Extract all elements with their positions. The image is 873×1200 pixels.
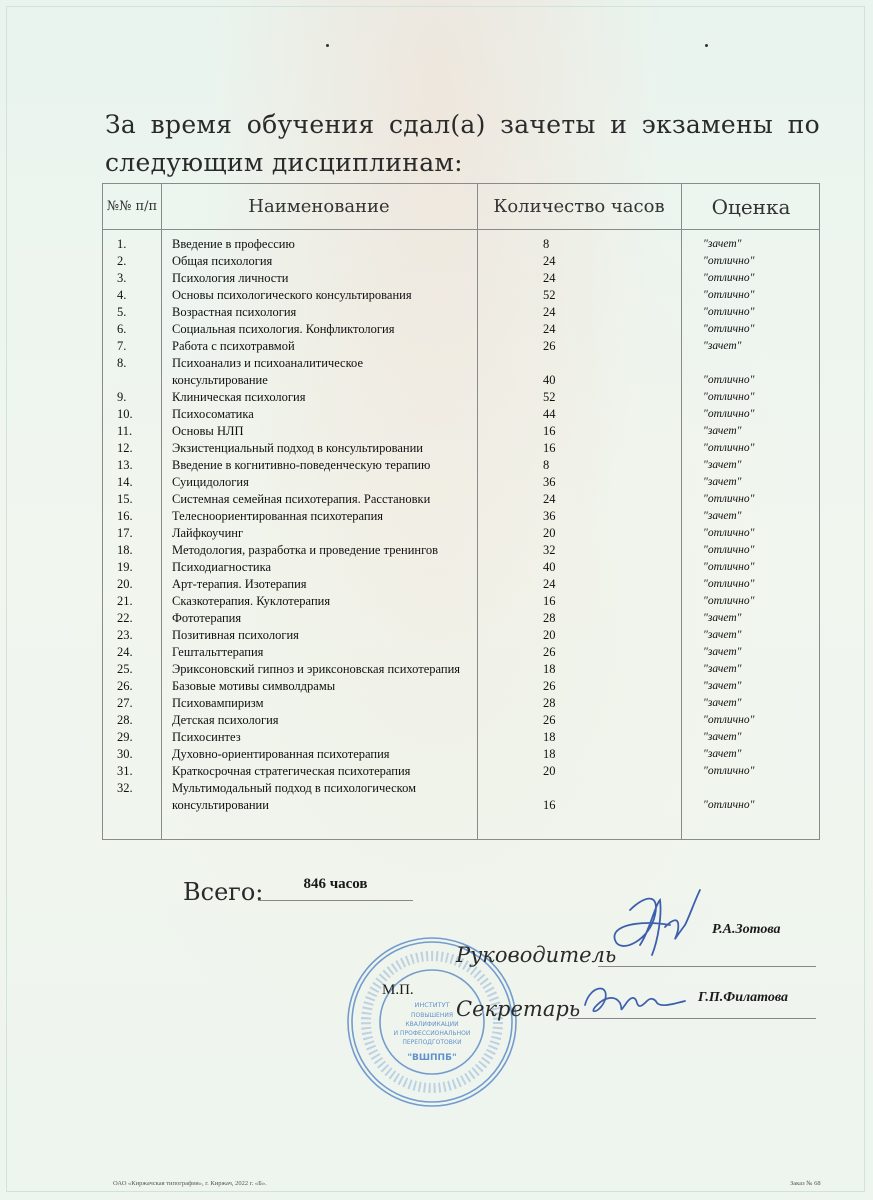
- row-number: 14.: [117, 475, 133, 489]
- row-grade: "отлично": [703, 289, 755, 301]
- row-discipline-name-line: консультировании: [172, 798, 269, 812]
- row-hours: 40: [543, 560, 556, 574]
- row-discipline-name: Введение в профессию: [172, 237, 295, 251]
- row-number: 26.: [117, 679, 133, 693]
- row-grade: "отлично": [703, 408, 755, 420]
- row-hours: 18: [543, 662, 556, 676]
- head-role-label: Руководитель: [456, 943, 617, 967]
- disciplines-table: [102, 183, 820, 840]
- row-grade: "отлично": [703, 493, 755, 505]
- row-hours: 28: [543, 696, 556, 710]
- row-hours: 24: [543, 492, 556, 506]
- row-discipline-name: Психодиагностика: [172, 560, 272, 574]
- table-row: [103, 763, 821, 780]
- table-row: [103, 253, 821, 270]
- row-discipline-name: Лайфкоучинг: [172, 526, 244, 540]
- row-discipline-name: Сказкотерапия. Куклотерапия: [172, 594, 331, 608]
- row-grade: "зачет": [703, 612, 742, 624]
- table-row: [103, 355, 821, 389]
- row-number: 5.: [117, 305, 127, 319]
- row-grade: "зачет": [703, 510, 742, 522]
- order-number: Заказ № 68: [790, 1180, 821, 1187]
- row-number: 8.: [117, 356, 127, 370]
- row-discipline-name: Телесноориентированная психотерапия: [172, 509, 384, 523]
- row-grade: "зачет": [703, 731, 742, 743]
- secretary-signature: [575, 975, 695, 1025]
- row-number: 15.: [117, 492, 133, 506]
- row-number: 29.: [117, 730, 133, 744]
- row-number: 16.: [117, 509, 133, 523]
- row-discipline-name: Эриксоновский гипноз и эриксоновская психотерапия: [172, 662, 461, 676]
- head-signature: [600, 885, 710, 965]
- row-discipline-name: [172, 780, 477, 814]
- total-underline: [258, 900, 413, 901]
- row-hours: 24: [543, 305, 556, 319]
- row-hours: 16: [543, 441, 556, 455]
- table-row: [103, 236, 821, 253]
- row-hours: 24: [543, 322, 556, 336]
- total-value: 846 часов: [303, 876, 368, 892]
- page-heading: За время обучения сдал(а) зачеты и экзамены по следующим дисциплинам:: [105, 110, 820, 177]
- row-discipline-name-line: Психоанализ и психоаналитическое: [172, 356, 363, 370]
- table-row: [103, 576, 821, 593]
- row-number: 23.: [117, 628, 133, 642]
- secretary-name: Г.П.Филатова: [698, 990, 789, 1005]
- row-hours: 18: [543, 747, 556, 761]
- row-discipline-name: Системная семейная психотерапия. Расстановки: [172, 492, 431, 506]
- row-number: 31.: [117, 764, 133, 778]
- row-number: 10.: [117, 407, 133, 421]
- row-discipline-name-line: консультирование: [172, 373, 268, 387]
- row-number: 4.: [117, 288, 127, 302]
- table-row: [103, 457, 821, 474]
- row-number: 2.: [117, 254, 127, 268]
- row-discipline-name: Детская психология: [172, 713, 279, 727]
- row-number: 17.: [117, 526, 133, 540]
- row-discipline-name: Введение в когнитивно-поведенческую терапию: [172, 458, 431, 472]
- printer-footer: ОАО «Киржачская типография», г. Киржач, 2022 г. «Б».: [113, 1180, 267, 1187]
- row-grade: "отлично": [703, 442, 755, 454]
- row-grade: "отлично": [703, 578, 755, 590]
- head-signature-line: [598, 966, 816, 967]
- header-divider: [103, 229, 819, 230]
- table-row: [103, 508, 821, 525]
- row-discipline-name: Экзистенциальный подход в консультировании: [172, 441, 423, 455]
- table-row: [103, 287, 821, 304]
- row-hours: 32: [543, 543, 556, 557]
- row-discipline-name: Методология, разработка и проведение тренингов: [172, 543, 439, 557]
- row-grade: "зачет": [703, 646, 742, 658]
- row-hours: 52: [543, 288, 556, 302]
- row-discipline-name: Основы психологического консультирования: [172, 288, 412, 302]
- row-discipline-name: Возрастная психология: [172, 305, 297, 319]
- row-number: 18.: [117, 543, 133, 557]
- table-row: [103, 559, 821, 576]
- row-discipline-name: Работа с психотравмой: [172, 339, 295, 353]
- row-grade: "отлично": [703, 323, 755, 335]
- svg-text:КВАЛИФИКАЦИИ: КВАЛИФИКАЦИИ: [405, 1021, 459, 1028]
- row-grade: "зачет": [703, 425, 742, 437]
- row-number: 24.: [117, 645, 133, 659]
- row-grade: "зачет": [703, 680, 742, 692]
- row-hours: 8: [543, 237, 550, 251]
- table-body: [103, 236, 821, 814]
- row-number: 13.: [117, 458, 133, 472]
- row-hours: 26: [543, 713, 556, 727]
- table-row: [103, 729, 821, 746]
- row-discipline-name: Гештальттерапия: [172, 645, 264, 659]
- table-row: [103, 270, 821, 287]
- row-discipline-name: Социальная психология. Конфликтология: [172, 322, 395, 336]
- table-row: [103, 712, 821, 729]
- secretary-role-label: Секретарь: [456, 997, 581, 1021]
- row-grade: "отлично": [703, 374, 755, 386]
- header-number: №№ п/п: [106, 198, 158, 214]
- svg-text:"ВШППБ": "ВШППБ": [407, 1053, 457, 1063]
- table-row: [103, 525, 821, 542]
- row-hours: 26: [543, 339, 556, 353]
- table-row: [103, 423, 821, 440]
- row-number: 12.: [117, 441, 133, 455]
- row-number: 20.: [117, 577, 133, 591]
- row-number: 19.: [117, 560, 133, 574]
- row-hours: 20: [543, 628, 556, 642]
- decorative-dot: [326, 44, 329, 47]
- row-grade: "зачет": [703, 459, 742, 471]
- table-row: [103, 644, 821, 661]
- row-grade: "отлично": [703, 306, 755, 318]
- svg-text:ИНСТИТУТ: ИНСТИТУТ: [414, 1001, 450, 1009]
- row-hours: 44: [543, 407, 556, 421]
- row-discipline-name: Суицидология: [172, 475, 249, 489]
- row-hours: 24: [543, 271, 556, 285]
- row-hours: 18: [543, 730, 556, 744]
- row-grade: "отлично": [703, 272, 755, 284]
- decorative-dot: [705, 44, 708, 47]
- row-grade: "отлично": [703, 561, 755, 573]
- row-hours: 16: [543, 798, 556, 812]
- row-discipline-name: Арт-терапия. Изотерапия: [172, 577, 307, 591]
- row-discipline-name-line: Мультимодальный подход в психологическом: [172, 781, 417, 795]
- table-row: [103, 474, 821, 491]
- table-row: [103, 406, 821, 423]
- table-row: [103, 321, 821, 338]
- row-grade: "отлично": [703, 255, 755, 267]
- row-number: 11.: [117, 424, 133, 438]
- table-row: [103, 542, 821, 559]
- row-discipline-name: Психосоматика: [172, 407, 254, 421]
- svg-text:ПОВЫШЕНИЯ: ПОВЫШЕНИЯ: [410, 1012, 454, 1019]
- row-number: 25.: [117, 662, 133, 676]
- row-number: 21.: [117, 594, 133, 608]
- row-number: 22.: [117, 611, 133, 625]
- row-discipline-name: Общая психология: [172, 254, 273, 268]
- row-hours: 40: [543, 373, 556, 387]
- row-number: 28.: [117, 713, 133, 727]
- row-grade: "зачет": [703, 238, 742, 250]
- table-row: [103, 491, 821, 508]
- total-label: Всего:: [183, 878, 264, 906]
- svg-text:ПЕРЕПОДГОТОВКИ: ПЕРЕПОДГОТОВКИ: [402, 1039, 462, 1046]
- row-number: 3.: [117, 271, 127, 285]
- table-row: [103, 593, 821, 610]
- row-grade: "отлично": [703, 391, 755, 403]
- table-row: [103, 780, 821, 814]
- row-grade: "зачет": [703, 629, 742, 641]
- row-number: 27.: [117, 696, 133, 710]
- table-row: [103, 678, 821, 695]
- row-hours: 36: [543, 509, 556, 523]
- header-hours: Количество часов: [493, 196, 665, 217]
- row-grade: "зачет": [703, 663, 742, 675]
- row-discipline-name: Психосинтез: [172, 730, 241, 744]
- header-name: Наименование: [248, 196, 390, 217]
- head-name: Р.А.Зотова: [712, 922, 781, 937]
- row-discipline-name: Клиническая психология: [172, 390, 306, 404]
- row-discipline-name: Базовые мотивы символдрамы: [172, 679, 336, 693]
- header-grade: Оценка: [711, 194, 791, 219]
- row-grade: "зачет": [703, 748, 742, 760]
- row-discipline-name: Краткосрочная стратегическая психотерапия: [172, 764, 411, 778]
- row-discipline-name: Позитивная психология: [172, 628, 299, 642]
- row-hours: 26: [543, 679, 556, 693]
- stamp-place-label: М.П.: [382, 982, 414, 998]
- table-row: [103, 627, 821, 644]
- row-discipline-name: Фототерапия: [172, 611, 242, 625]
- row-hours: 36: [543, 475, 556, 489]
- row-hours: 52: [543, 390, 556, 404]
- row-number: 7.: [117, 339, 127, 353]
- row-grade: "отлично": [703, 544, 755, 556]
- row-grade: "отлично": [703, 714, 755, 726]
- row-hours: 8: [543, 458, 550, 472]
- row-hours: 28: [543, 611, 556, 625]
- row-discipline-name: Духовно-ориентированная психотерапия: [172, 747, 390, 761]
- row-grade: "зачет": [703, 476, 742, 488]
- row-grade: "зачет": [703, 697, 742, 709]
- table-row: [103, 389, 821, 406]
- table-row: [103, 440, 821, 457]
- row-number: 9.: [117, 390, 127, 404]
- row-hours: 20: [543, 526, 556, 540]
- row-hours: 24: [543, 254, 556, 268]
- row-number: 6.: [117, 322, 127, 336]
- row-number: 1.: [117, 237, 127, 251]
- table-row: [103, 610, 821, 627]
- row-grade: "отлично": [703, 595, 755, 607]
- table-row: [103, 661, 821, 678]
- table-row: [103, 304, 821, 321]
- svg-text:И ПРОФЕССИОНАЛЬНОЙ: И ПРОФЕССИОНАЛЬНОЙ: [393, 1030, 471, 1037]
- row-hours: 20: [543, 764, 556, 778]
- row-discipline-name: Психовампиризм: [172, 696, 264, 710]
- table-row: [103, 695, 821, 712]
- row-discipline-name: Психология личности: [172, 271, 289, 285]
- row-hours: 24: [543, 577, 556, 591]
- row-number: 32.: [117, 781, 133, 795]
- row-discipline-name: [172, 355, 477, 389]
- row-number: 30.: [117, 747, 133, 761]
- table-row: [103, 338, 821, 355]
- row-grade: "отлично": [703, 527, 755, 539]
- row-grade: "отлично": [703, 765, 755, 777]
- row-grade: "отлично": [703, 799, 755, 811]
- row-hours: 16: [543, 594, 556, 608]
- row-grade: "зачет": [703, 340, 742, 352]
- table-row: [103, 746, 821, 763]
- row-hours: 16: [543, 424, 556, 438]
- row-hours: 26: [543, 645, 556, 659]
- row-discipline-name: Основы НЛП: [172, 424, 244, 438]
